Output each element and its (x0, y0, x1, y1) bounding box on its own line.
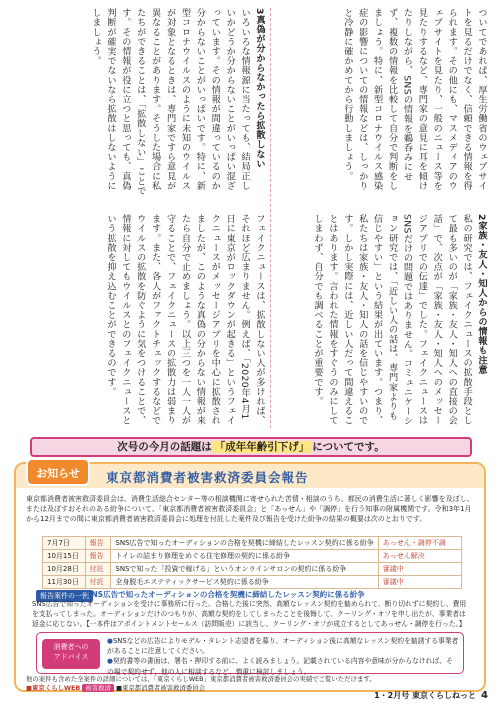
row-result: あっせん・調停不調 (378, 537, 461, 550)
row-kind: 報告 (85, 537, 111, 550)
next-issue-topic: 「成年年齢引下げ」 (212, 441, 313, 453)
case-table (42, 536, 462, 589)
row-date: 7月7日 (43, 537, 86, 550)
advice-text (107, 636, 459, 677)
row-result: あっせん解決 (378, 550, 461, 563)
next-issue-banner (30, 437, 472, 457)
reference-site-link[interactable]: ■東京くらしWEB (26, 683, 81, 692)
footer-issue-title: 1・2月号 東京くらしねっと (374, 691, 477, 700)
row-date: 11月30日 (43, 576, 86, 589)
advice-point (107, 636, 459, 656)
case-example-title: SNS広告で知ったオーディションの合格を契機に締結したレッスン契約に係る紛争 (86, 590, 365, 599)
advice-label: 消費者への アドバイス (42, 639, 100, 669)
row-date: 10月15日 (43, 550, 86, 563)
row-kind: 報告 (85, 550, 111, 563)
row-description: トイレの詰まり修理をめぐる住宅修理の契約に係る紛争 (111, 550, 378, 563)
article-column-right-bottom (278, 214, 488, 428)
row-result: 審議中 (378, 576, 461, 589)
advice-point-text: SNSなどの広告によりモデル・タレント志望者を募り、オーディション後に高額なレッスン契約を勧誘する事業者があることに注意してください。 (107, 637, 459, 656)
row-description: SNSで知った「投資で稼げる」というオンラインサロンの契約に係る紛争 (111, 563, 378, 576)
table-row (43, 550, 462, 563)
advice-point-text: 契約書等の書面は、署名・押印する前に、よく読みましょう。記載されている内容や意味が分からなければ、その場で契約せず、他の人に相談するなど、慎重に検討しましょう。 (107, 657, 453, 676)
row-kind: 付託 (85, 576, 111, 589)
article-column-left-top (12, 8, 266, 196)
column-divider (270, 8, 271, 428)
row-date: 10月28日 (43, 563, 86, 576)
section-heading: 3真偽が分からなかったら拡散しない (254, 8, 265, 169)
reference-tag: 被害救済 (82, 684, 114, 692)
row-result: 審議中 (378, 563, 461, 576)
bullet-icon: ● (107, 657, 113, 666)
next-issue-suffix: についてです。 (312, 441, 385, 453)
case-example-body: SNS広告で知ったオーディションを受けに事務所に行った。合格した後に突然、高額なレッスン契約を勧められて、断り切れずに契約し、費用を支払ってしまった。オーディションだけのつもりが、高額な契約をしてしまったことを後悔して、クーリング・オフを申し出たが、事業者は返金に応じない。【一本件はアポイントメントセールス（訪問販売）に該当し、クーリング・オフが成立するとしてあっせん・調停を行った。】 (32, 600, 467, 628)
table-row (43, 576, 462, 589)
row-description: SNS広告で知ったオーディションの合格を契機に締結したレッスン契約に係る紛争 (111, 537, 378, 550)
article-column-left-bottom (12, 214, 266, 428)
row-description: 全身脱毛エステティックサービス契約に係る紛争 (111, 576, 378, 589)
next-issue-prefix: 次号の今月の話題は (117, 441, 212, 453)
reference-committee-link[interactable]: ■東京都消費者被害救済委員会 (115, 683, 206, 692)
article-paragraph: 私の研究では、フェイクニュースの拡散手段として最も多いのが「家族・友人・知人への直接の会話」で、次点が「家族・友人・知人へのメッセージアプリでの伝達」でした。フェイクニュースはSNSだけの問題ではありません。コミュニケーション研究では、「近しい人の話は、専門家よりも信じやすい」という結果が出ています。つまり、私たちは家族・友人・知人の話を信じやすいのです。しかし実際には、近しい人だって間違えることはあります。言われた情報をすぐうのみにしてしまわず、自分でも調べることが重要です。 (312, 214, 473, 426)
section-heading: 2家族・友人・知人からの情報も注意 (476, 214, 487, 375)
article-paragraph: いろいろな情報源に当たっても、結局正しいかどうか分からないことがいっぱい混ざっています。その情報が間違っているのか分からないことがいっぱいです。特に、新型コロナウイルスのように未知のウイルスが対象となるときは、専門家ですら意見が異なることがあります。そうした場合に私たちができることは、「拡散しない」ことです。その情報が役に立つと思っても、真偽判断が確実でないなら拡散はしないようにしましょう。 (90, 8, 251, 196)
case-example-label: 報告案件の一例 (36, 590, 93, 602)
reference-text: 他の案件も含めた全案件の詳細については、「東京くらしWEB」東京都消費者被害救済委員会の実績でご覧いただけます。 (26, 675, 376, 683)
article-column-right-top (278, 8, 488, 196)
row-kind: 付託 (85, 563, 111, 576)
page-number: 4 (481, 690, 488, 701)
notice-tag: お知らせ (26, 458, 90, 486)
advice-point (107, 656, 459, 676)
table-row (43, 537, 462, 550)
bullet-icon: ● (107, 637, 113, 645)
article-body (12, 8, 488, 432)
page-footer (374, 690, 488, 701)
article-paragraph: フェイクニュースは、拡散しない人が多ければ、それほど広まりません。例えば、「2020年4月1日に東京がロックダウンが起きる」というフェイクニュースがメッセージアプリを中心に拡散されましたが、このような真偽の分からない情報が来たら自分で止めましょう。以上三つを一人一人が守ることで、フェイクニュースの拡散力は弱まります。また、各人がファクトチェックするなどでウイルスの拡散を防ぐように気をつけることで、情報に対してもウイルスとのフェイクニュースという拡散を抑え込むことができるのです。 (104, 214, 265, 426)
notice-box (14, 462, 486, 692)
notice-title: 東京都消費者被害救済委員会報告 (106, 470, 309, 485)
article-paragraph: ついてであれば、厚生労働省のウェブサイトを見るだけでなく、信頼できる情報を得られます。その他にも、マスメディアのウェブサイトを見たり、一般のニュース等を見たりするなど、専門家の意見に耳を傾けたりしながら、SNSの情報を鵜呑みにせず、複数の情報を比較して自分で判断をしましょう。特に、新型コロナウイルス感染症の影響についての情報などは、しっかりと冷静に確かめてから行動しましょう。 (341, 8, 487, 191)
table-row (43, 563, 462, 576)
consumer-advice-box (36, 632, 464, 674)
notice-intro: 東京都消費者被害救済委員会は、消費生活総合センター等の相談機関に寄せられた苦情・相談のうち、都民の消費生活に著しく影響を及ぼし、または及ぼすおそれのある紛争について、「東京都消費者被害救済委員会」と「あっせん」や「調停」を行う知事の附属機関です。令和3年1月から12月までの間に東京都消費者被害救済委員会に処理を付託した案件及び報告を受けた紛争の結果の概要は次のとおりです。 (26, 495, 474, 524)
